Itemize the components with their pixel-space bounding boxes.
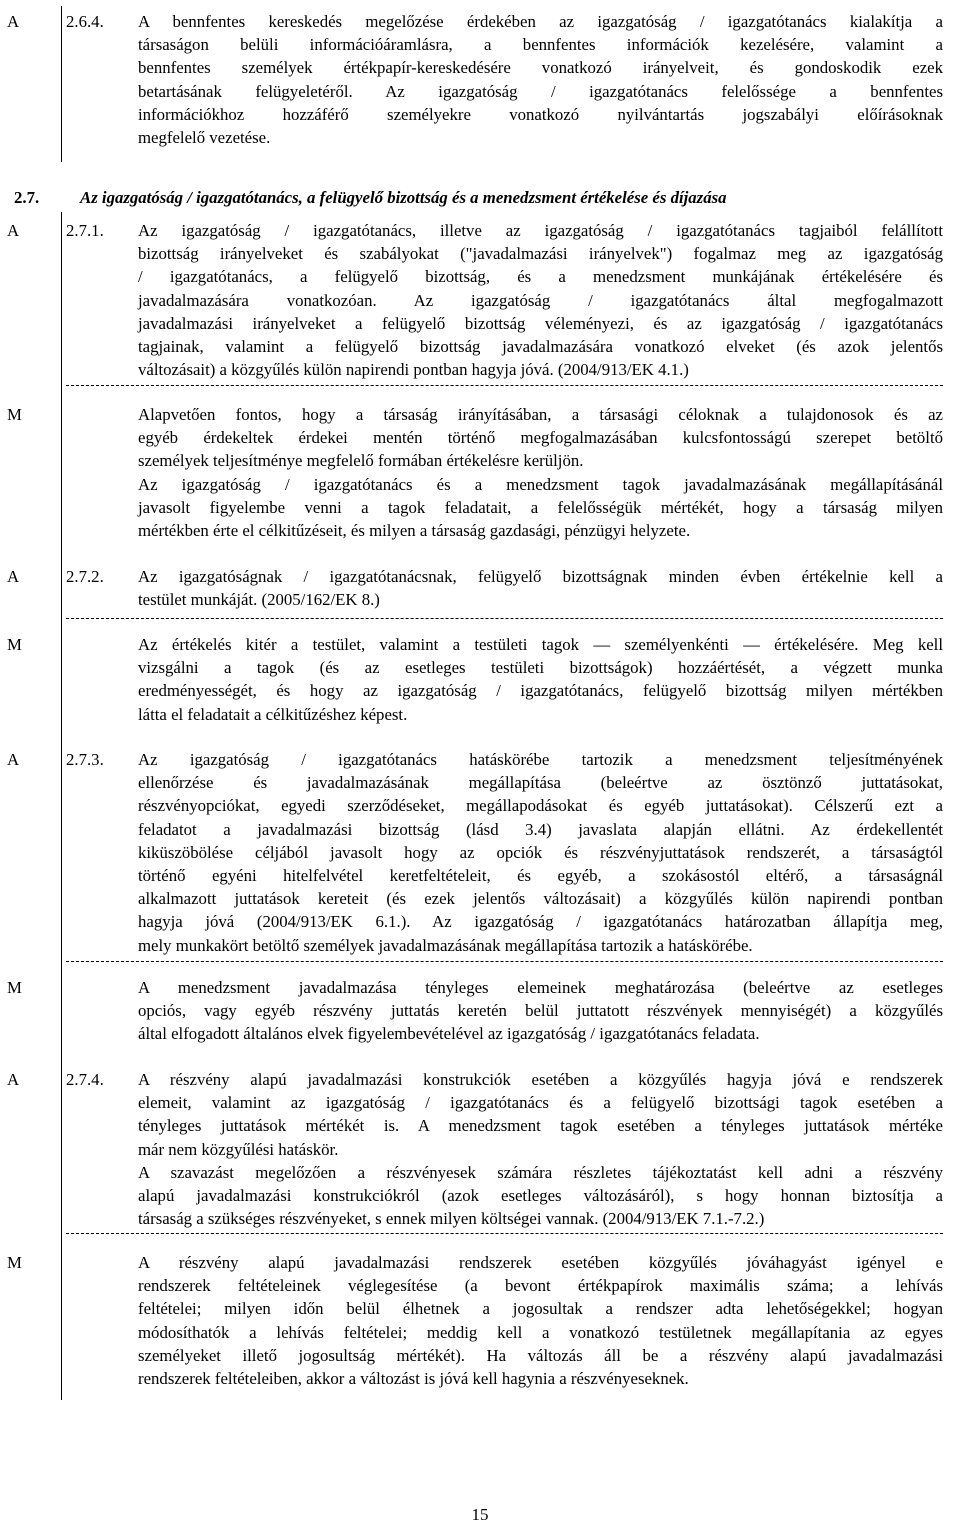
- text-line: rendszerek feltételeiben, akkor a változást is jóvá kell hagynia a részvényeseknek.: [138, 1369, 689, 1389]
- page-number: 15: [471, 1505, 489, 1524]
- text-line: A részvény alapú javadalmazási konstrukciók esetében a közgyűlés hagyja jóvá e rendszerek: [138, 1070, 943, 1089]
- text-line: módosíthatók a lehívás feltételei; meddig kell a vonatkozó testületnek megállapítania az egyes: [138, 1322, 943, 1342]
- text-line: Az igazgatóság / igazgatótanács hatáskörébe tartozik a menedzsment teljesítményének: [138, 750, 943, 769]
- text-line: Az igazgatóságnak / igazgatótanácsnak, felügyelő bizottságnak minden évben értékelnie kell a: [138, 567, 943, 586]
- section-text: [138, 219, 943, 381]
- dashed-divider: [66, 618, 943, 619]
- text-line: javasolt figyelembe venni a tagok feladatait, a felelősségük mértékét, hogy a társaság milyen: [138, 497, 943, 517]
- text-line: egyéb érdekeltek érdekei mentén történő megfogalmazásában kulcsfontosságú szerepet betöltő: [138, 428, 943, 448]
- text-line: feltételei; milyen időn belül élhetnek a jogosultak a rendszer adta lehetőségekkel; hogyan: [138, 1299, 943, 1319]
- text-line: által elfogadott általános elvek figyelembevételével az igazgatóság / igazgatótanács feladata.: [138, 1024, 760, 1044]
- section-number: 2.7.4.: [66, 1070, 104, 1089]
- text-line: testület munkáját. (2005/162/EK 8.): [138, 590, 380, 610]
- letter-marker: A: [7, 221, 20, 240]
- text-line: személyeket illető jogosultság mértékét). Ha változás áll be a részvény alapú javadalmazási: [138, 1345, 943, 1365]
- letter-marker: A: [7, 567, 20, 586]
- text-line: eredményességét, és hogy az igazgatóság / igazgatótanács, felügyelő bizottság milyen mértékben: [138, 681, 943, 701]
- dashed-divider: [66, 1233, 943, 1234]
- section-text: [138, 10, 943, 149]
- text-line: ellenőrzése és javadalmazásának megállapítása (beleértve az ösztönző juttatásokat,: [138, 773, 943, 793]
- text-line: hagyja jóvá (2004/913/EK 6.1.). Az igazgatóság / igazgatótanács határozatban állapítja meg,: [138, 912, 943, 932]
- text-line: Alapvetően fontos, hogy a társaság irányításában, a társasági céloknak a tulajdonosok és az: [138, 405, 943, 424]
- text-line: személyek teljesítménye megfelelő formában értékelésre kerüljön.: [138, 451, 584, 471]
- text-line: vizsgálni a tagok (és az esetleges testületi bizottságok) hozzáértését, a végzett munka: [138, 658, 943, 678]
- text-line: változásait) a közgyűlés külön napirendi pontban hagyja jóvá. (2004/913/EK 4.1.): [138, 360, 689, 380]
- text-line: történő egyéni hitelfelvétel keretfeltételeit, és egyéb, a szokásostól eltérő, a társaságnál: [138, 866, 943, 886]
- text-line: Az igazgatóság / igazgatótanács és a menedzsment tagok javadalmazásának megállapításánál: [138, 474, 943, 494]
- heading-title: Az igazgatóság / igazgatótanács, a felügyelő bizottság és a menedzsment értékelése és díjazása: [80, 188, 727, 207]
- letter-marker: M: [7, 978, 22, 997]
- letter-marker: A: [7, 12, 20, 31]
- text-line: A bennfentes kereskedés megelőzése érdekében az igazgatóság / igazgatótanács kialakítja a: [138, 12, 943, 31]
- text-line: megfelelő vezetése.: [138, 128, 271, 148]
- section-number: 2.7.3.: [66, 750, 104, 769]
- margin-rule: [61, 212, 62, 1400]
- section-number: 2.7.1.: [66, 221, 104, 240]
- text-line: látta el feladatait a célkitűzéshez képest.: [138, 704, 408, 724]
- text-line: alkalmazott juttatások kereteit (és ezek jelentős változásait) a közgyűlés külön napirendi pontban: [138, 889, 943, 909]
- text-line: bizottság irányelveket és szabályokat ("javadalmazási irányelvek") fogalmaz meg az igazgatóság: [138, 244, 943, 264]
- letter-marker: M: [7, 405, 22, 424]
- text-line: A menedzsment javadalmazása tényleges elemeinek meghatározása (beleértve az esetleges: [138, 978, 943, 997]
- text-line: alapú javadalmazási konstrukciókról (azok esetleges változásáról), s hogy honnan biztosítja a: [138, 1186, 943, 1206]
- text-line: Az igazgatóság / igazgatótanács, illetve az igazgatóság / igazgatótanács tagjaiból felállított: [138, 221, 943, 240]
- text-line: mértékben érte el célkitűzéseit, és milyen a társaság gazdasági, pénzügyi helyzete.: [138, 521, 691, 541]
- letter-marker: M: [7, 1253, 22, 1272]
- recommendation-text: [138, 633, 943, 726]
- letter-marker: M: [7, 635, 22, 654]
- section-text: [138, 1068, 943, 1230]
- text-line: A részvény alapú javadalmazási rendszerek esetében közgyűlés jóváhagyást igényel e: [138, 1253, 943, 1272]
- recommendation-text: [138, 403, 943, 542]
- text-line: rendszerek feltételeinek véglegesítése (a bevont értékpapírok maximális száma; a lehívás: [138, 1276, 943, 1296]
- dashed-divider: [66, 385, 943, 386]
- letter-marker: A: [7, 1070, 20, 1089]
- section-text: [138, 748, 943, 957]
- section-text: [138, 565, 943, 611]
- text-line: / igazgatótanács, a felügyelő bizottság, és a menedzsment munkájának értékelésére és: [138, 267, 943, 287]
- margin-rule: [61, 6, 62, 162]
- text-line: bennfentes személyek értékpapír-kereskedésére vonatkozó irányelveit, és gondoskodik ezek: [138, 58, 943, 78]
- text-line: A szavazást megelőzően a részvényesek számára részletes tájékoztatást kell adni a részvény: [138, 1162, 943, 1182]
- text-line: társaság a szükséges részvényeket, s ennek milyen költségei vannak. (2004/913/EK 7.1.-7.2.): [138, 1209, 765, 1229]
- text-line: betartásának felügyeletéről. Az igazgatóság / igazgatótanács felelőssége a bennfentes: [138, 81, 943, 101]
- text-line: opciós, vagy egyéb részvény juttatás keretén belül juttatott részvények mennyiségét) a közgyűlés: [138, 1001, 943, 1021]
- letter-marker: A: [7, 750, 20, 769]
- text-line: javadalmazási irányelveket a felügyelő bizottság véleményezi, és az igazgatóság / igazgatótanács: [138, 313, 943, 333]
- text-line: Az értékelés kitér a testület, valamint a testületi tagok — személyenkénti — értékelésére. Meg kell: [138, 635, 943, 654]
- heading-number: 2.7.: [14, 188, 40, 207]
- recommendation-text: [138, 1251, 943, 1390]
- section-number: 2.7.2.: [66, 567, 104, 586]
- text-line: feladatot a javadalmazási bizottság (lásd 3.4) javaslata alapján ellátni. Az érdekellentét: [138, 819, 943, 839]
- text-line: társaságon belüli információáramlásra, a bennfentes információk kezelésére, valamint a: [138, 35, 943, 55]
- text-line: már nem közgyűlési hatáskör.: [138, 1139, 339, 1159]
- text-line: mely munkakört betöltő személyek javadalmazásának megállapítása tartozik a hatáskörébe.: [138, 935, 753, 955]
- text-line: javadalmazására vonatkozóan. Az igazgatóság / igazgatótanács által megfogalmazott: [138, 290, 943, 310]
- recommendation-text: [138, 976, 943, 1046]
- text-line: tényleges juttatások mértékét is. A menedzsment tagok esetében a tényleges juttatások mértéke: [138, 1116, 943, 1136]
- text-line: információkhoz hozzáférő személyekre vonatkozó nyilvántartás jogszabályi előírásoknak: [138, 104, 943, 124]
- text-line: elemeit, valamint az igazgatóság / igazgatótanács és a felügyelő bizottsági tagok esetében a: [138, 1093, 943, 1113]
- dashed-divider: [66, 961, 943, 962]
- text-line: részvényopciókat, egyedi szerződéseket, megállapodásokat és egyéb juttatásokat). Célszerű ezt a: [138, 796, 943, 816]
- text-line: kiküszöbölése céljából javasolt hogy az opciók és részvényjuttatások rendszerét, a társaságtól: [138, 842, 943, 862]
- section-number: 2.6.4.: [66, 12, 104, 31]
- text-line: tagjainak, valamint a felügyelő bizottság javadalmazására vonatkozó elveket (és azok jelentős: [138, 337, 943, 357]
